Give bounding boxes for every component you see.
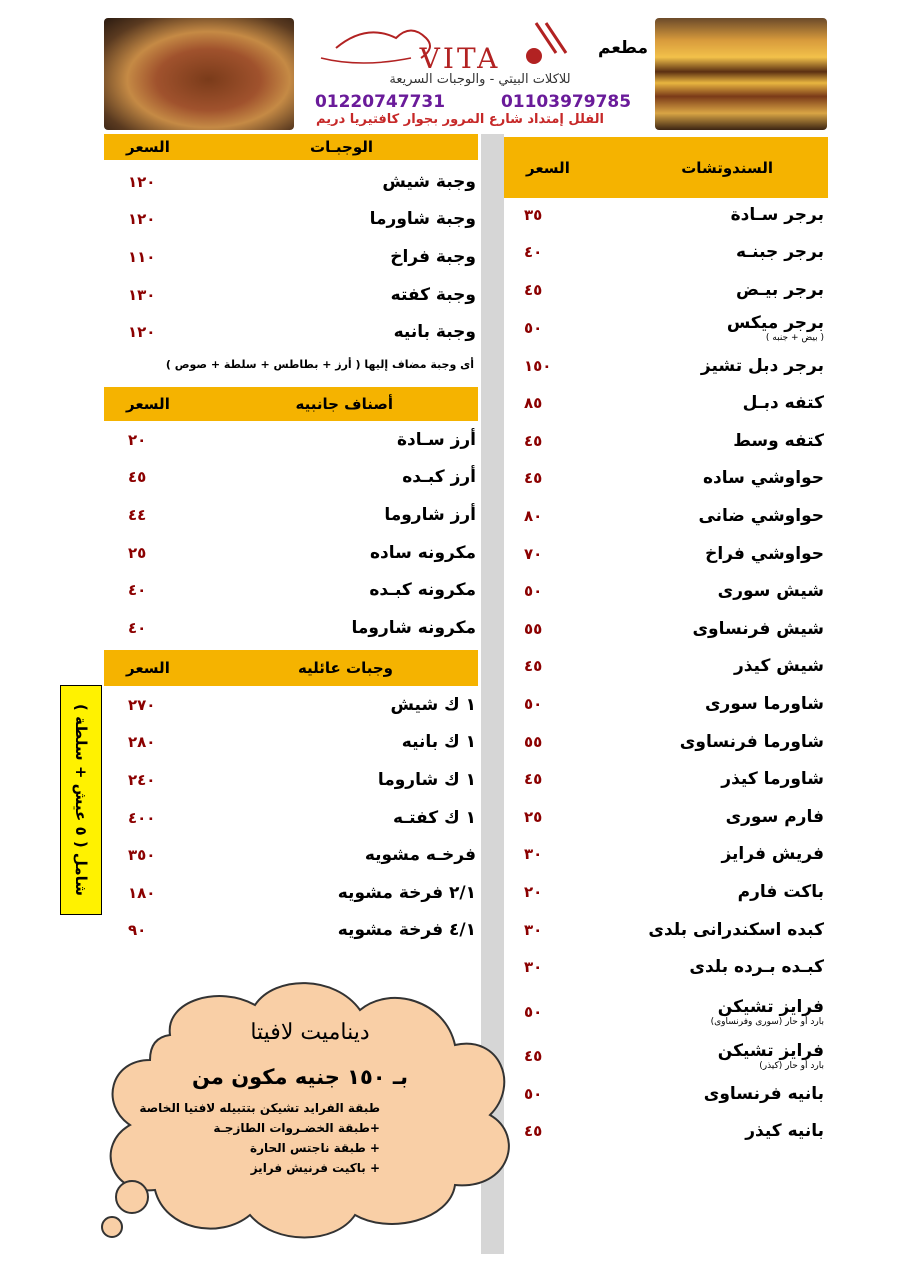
item-name: وجبة شاورما: [369, 209, 476, 230]
menu-row: [524, 1075, 824, 1113]
menu-row: [524, 497, 824, 535]
item-price: ٣٠: [524, 958, 543, 977]
family-title: وجبات عائليه: [297, 659, 393, 677]
menu-row: [524, 986, 824, 1037]
item-name: أرز كبـده: [402, 467, 476, 488]
family-price-label: السعر: [126, 659, 170, 677]
promo-title: ديناميت لافيتا: [250, 1020, 370, 1045]
family-includes-box: [60, 685, 102, 915]
item-name: حواوشي ضانى: [698, 505, 824, 526]
item-name: برجر ميكس: [726, 312, 824, 333]
restaurant-word: مطعم: [597, 38, 648, 58]
address: الفلل إمتداد شارع المرور بجوار كافتيريا دريم: [316, 112, 604, 127]
item-price: ٢٥: [524, 807, 543, 826]
item-name: مكرونه ساده: [369, 542, 476, 563]
item-price: ٩٠: [128, 921, 147, 940]
item-price: ٥٥: [524, 732, 543, 751]
item-price: ٢٠: [524, 882, 543, 901]
item-price: ٥٠: [524, 1084, 543, 1103]
menu-row: [128, 836, 476, 874]
item-name: ٤/١ فرخة مشويه: [337, 920, 476, 941]
meals-header: [104, 134, 478, 160]
item-name: شيش كيذر: [733, 656, 824, 677]
item-price: ٥٠: [524, 318, 543, 337]
brand-name: VITA: [419, 42, 501, 75]
menu-row: [128, 534, 476, 572]
menu-row: [524, 384, 824, 422]
item-name: فرايز تشيكن: [717, 1041, 824, 1061]
item-price: ٤٥: [524, 657, 543, 676]
sandwiches-price-label: السعر: [526, 158, 570, 177]
menu-row: [524, 572, 824, 610]
promo-line: + طبقة ناجتس الحارة: [250, 1141, 380, 1155]
family-includes-text: شامل ( ٥ عيش + سلطة ): [72, 704, 90, 896]
menu-row: [524, 798, 824, 836]
item-name: حواوشي ساده: [702, 468, 824, 489]
food-photo-left: [104, 18, 294, 130]
item-note: بارد أو حار (كيذر): [759, 1061, 824, 1071]
item-price: ٤٠: [128, 618, 147, 637]
food-photo-right: [655, 18, 827, 130]
item-name: فرخـه مشويه: [364, 845, 476, 866]
item-price: ٢٧٠: [128, 695, 156, 714]
item-price: ٨٥: [524, 394, 543, 413]
item-note: ( بيض + جنبه ): [765, 332, 824, 343]
family-header: [104, 650, 478, 686]
promo-line: +طبقة الخضـروات الطازجـة: [213, 1121, 380, 1135]
item-name: باكت فارم: [737, 881, 824, 902]
item-price: ٥٠: [524, 1002, 543, 1021]
item-price: ٤٥: [524, 280, 543, 299]
menu-row: [128, 609, 476, 647]
menu-row: [524, 535, 824, 573]
item-price: ٢٥: [128, 543, 147, 562]
promo-subtitle: بـ ١٥٠ جنيه مكون من: [192, 1065, 408, 1089]
item-price: ٧٠: [524, 544, 543, 563]
item-name: ١ ك شاروما: [377, 769, 476, 790]
menu-row: [128, 163, 476, 201]
item-price: ٤٥: [524, 431, 543, 450]
menu-row: [128, 912, 476, 950]
item-price: ٢٤٠: [128, 770, 156, 789]
item-price: ٨٠: [524, 506, 543, 525]
menu-row: [524, 873, 824, 911]
item-name: ١ ك كفتـه: [393, 807, 476, 828]
menu-row: [128, 571, 476, 609]
item-price: ٤٠٠: [128, 808, 156, 827]
sides-header: [104, 387, 478, 421]
menu-row: [524, 234, 824, 272]
item-name: فارم سورى: [725, 806, 824, 827]
item-price: ٣٥٠: [128, 846, 156, 865]
item-price: ١٢٠: [128, 323, 156, 342]
menu-row: [128, 201, 476, 239]
item-note: بارد أو حار (سورى وفرنساوى): [710, 1016, 824, 1027]
item-name: كبـده بـرده بلدى: [689, 957, 824, 978]
item-name: ١ ك شيش: [390, 694, 476, 715]
item-name: ١ ك بانيه: [401, 732, 476, 753]
item-name: شيش سورى: [717, 581, 824, 602]
sides-price-label: السعر: [126, 395, 170, 413]
menu-row: [524, 1113, 824, 1151]
item-price: ٤٠: [128, 581, 147, 600]
item-price: ١٢٠: [128, 210, 156, 229]
menu-row: [524, 685, 824, 723]
menu-row: [524, 347, 824, 385]
item-price: ١٨٠: [128, 883, 156, 902]
item-price: ٥٥: [524, 619, 543, 638]
menu-row: [524, 271, 824, 309]
sandwiches-title: السندوتشات: [681, 158, 773, 177]
item-price: ٥٠: [524, 582, 543, 601]
item-price: ٤٠: [524, 243, 543, 262]
phone-number-1: 01220747731: [314, 92, 446, 112]
item-name: برجر جبنـه: [736, 242, 824, 263]
item-name: ٢/١ فرخة مشويه: [337, 882, 476, 903]
item-price: ١٢٠: [128, 172, 156, 191]
menu-row: [128, 874, 476, 912]
item-name: شاورما سورى: [704, 693, 824, 714]
item-name: أرز سـادة: [397, 429, 476, 450]
sides-title: أصناف جانبيه: [295, 395, 393, 413]
menu-row: [524, 911, 824, 949]
item-name: شاورما فرنساوى: [679, 731, 824, 752]
item-name: مكرونه كبـده: [369, 580, 476, 601]
menu-row: [524, 422, 824, 460]
item-name: فرايز تشيكن: [717, 996, 824, 1017]
item-name: برجر سـادة: [730, 204, 824, 225]
item-price: ٣٠: [524, 845, 543, 864]
menu-row: [524, 948, 824, 986]
meals-note: أى وجبة مضاف إليها ( أرز + بطاطس + سلطة + صوص ): [165, 358, 474, 371]
item-price: ١٣٠: [128, 285, 156, 304]
item-price: ٤٥: [524, 770, 543, 789]
phone-number-2: 01103979785: [500, 92, 632, 112]
promo-line: + باكيت فرنيش فرايز: [250, 1161, 380, 1175]
menu-row: [524, 760, 824, 798]
item-name: أرز شاروما: [384, 504, 476, 525]
item-price: ٣٥: [524, 205, 543, 224]
menu-row: [128, 276, 476, 314]
menu-row: [128, 421, 476, 459]
menu-row: [128, 313, 476, 351]
item-price: ٤٥: [524, 469, 543, 488]
item-price: ٤٥: [524, 1047, 543, 1065]
item-name: حواوشي فراخ: [705, 543, 824, 564]
item-name: شيش فرنساوى: [692, 618, 824, 639]
item-name: برجر بيـض: [735, 279, 824, 300]
item-price: ٤٥: [128, 468, 147, 487]
item-price: ٤٤: [128, 505, 147, 524]
meals-price-label: السعر: [126, 138, 170, 156]
menu-row: [524, 610, 824, 648]
item-name: وجبة شيش: [382, 171, 476, 192]
item-price: ٥٠: [524, 694, 543, 713]
menu-row: [524, 460, 824, 498]
item-name: مكرونه شاروما: [351, 617, 476, 638]
menu-row: [128, 459, 476, 497]
menu-row: [524, 1037, 824, 1075]
menu-row: [524, 723, 824, 761]
item-name: شاورما كيذر: [721, 769, 824, 790]
menu-row: [128, 686, 476, 724]
item-name: وجبة فراخ: [390, 246, 476, 267]
item-price: ٢٨٠: [128, 733, 156, 752]
item-name: بانيه فرنساوى: [703, 1083, 824, 1104]
menu-row: [524, 309, 824, 347]
meals-title: الوجبـات: [310, 138, 373, 156]
menu-row: [524, 836, 824, 874]
tagline: للاكلات البيتي - والوجبات السريعة: [389, 72, 571, 87]
promo-cloud: [90, 965, 530, 1255]
item-price: ٣٠: [524, 920, 543, 939]
item-name: وجبة بانيه: [393, 322, 476, 343]
menu-row: [128, 799, 476, 837]
item-name: فريش فرايز: [721, 844, 824, 865]
menu-row: [128, 724, 476, 762]
menu-row: [128, 238, 476, 276]
menu-row: [524, 648, 824, 686]
item-name: برجر دبل تشيز: [700, 355, 824, 376]
item-name: كبده اسكندرانى بلدى: [648, 919, 824, 940]
item-name: وجبة كفته: [390, 284, 476, 305]
menu-row: [128, 761, 476, 799]
item-name: كتفه دبـل: [742, 393, 824, 414]
item-name: بانيه كيذر: [745, 1121, 824, 1142]
item-price: ٤٥: [524, 1122, 543, 1141]
item-price: ٢٠: [128, 430, 147, 449]
menu-row: [524, 196, 824, 234]
item-price: ١٥٠: [524, 356, 552, 375]
sandwiches-header: [504, 137, 828, 198]
item-name: كتفه وسط: [733, 430, 824, 451]
menu-row: [128, 496, 476, 534]
item-price: ١١٠: [128, 247, 156, 266]
promo-line: طبقة الفرايد تشيكن بتتبيله لافتيا الخاصة: [139, 1101, 380, 1115]
